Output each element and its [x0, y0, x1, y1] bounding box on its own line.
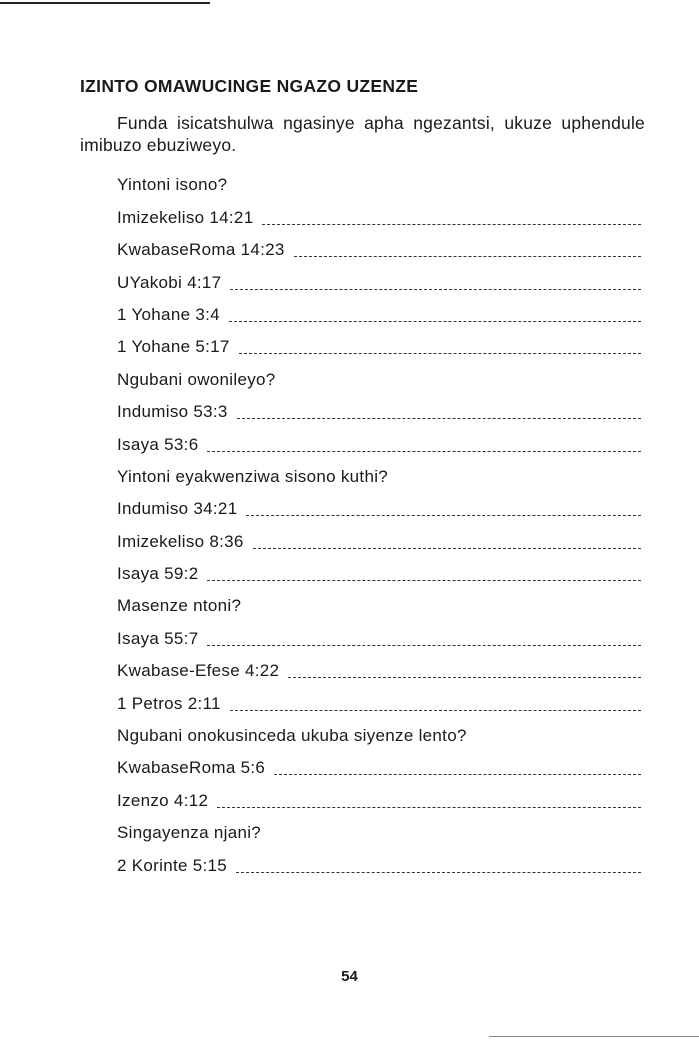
- scripture-reference: Isaya 59:2: [117, 564, 199, 584]
- scripture-reference: 1 Yohane 5:17: [117, 337, 230, 357]
- answer-blank-line[interactable]: [274, 774, 641, 775]
- reference-row: [117, 327, 645, 359]
- answer-blank-line[interactable]: [230, 289, 641, 290]
- scripture-reference: 1 Petros 2:11: [117, 693, 221, 713]
- reference-row: [117, 489, 645, 521]
- question-row: [117, 716, 645, 748]
- scripture-reference: Imizekeliso 14:21: [117, 207, 254, 227]
- scripture-reference: Kwabase-Efese 4:22: [117, 661, 280, 681]
- page-heading: IZINTO OMAWUCINGE NGAZO UZENZE: [80, 76, 419, 96]
- answer-blank-line[interactable]: [246, 515, 641, 516]
- reference-row: [117, 295, 645, 327]
- question-row: [117, 457, 645, 489]
- scripture-reference: Imizekeliso 8:36: [117, 531, 244, 551]
- scripture-reference: KwabaseRoma 5:6: [117, 758, 266, 778]
- question-text: Singayenza njani?: [117, 823, 262, 843]
- reference-row: [117, 521, 645, 553]
- answer-blank-line[interactable]: [207, 451, 641, 452]
- answer-blank-line[interactable]: [230, 710, 641, 711]
- bottom-rule: [489, 1036, 699, 1037]
- page-number: 54: [341, 968, 358, 985]
- question-text: Ngubani onokusinceda ukuba siyenze lento?: [117, 726, 467, 746]
- question-text: Yintoni isono?: [117, 175, 228, 195]
- scripture-reference: Indumiso 53:3: [117, 402, 228, 422]
- reference-row: [117, 683, 645, 715]
- reference-row: [117, 262, 645, 294]
- scripture-reference: Izenzo 4:12: [117, 790, 209, 810]
- reference-row: [117, 748, 645, 780]
- reference-row: [117, 845, 645, 877]
- question-text: Masenze ntoni?: [117, 596, 242, 616]
- reference-row: [117, 230, 645, 262]
- answer-blank-line[interactable]: [207, 645, 641, 646]
- reference-row: [117, 554, 645, 586]
- scripture-reference: Isaya 53:6: [117, 434, 199, 454]
- answer-blank-line[interactable]: [207, 580, 641, 581]
- question-list: [117, 165, 645, 878]
- question-row: [117, 359, 645, 391]
- answer-blank-line[interactable]: [253, 548, 641, 549]
- instructions-paragraph: Funda isicatshulwa ngasinye apha ngezantsi, ukuze uphendule imibuzo ebuziweyo.: [80, 113, 645, 155]
- scripture-reference: 1 Yohane 3:4: [117, 304, 220, 324]
- question-text: Yintoni eyakwenziwa sisono kuthi?: [117, 466, 389, 486]
- reference-row: [117, 618, 645, 650]
- scripture-reference: Indumiso 34:21: [117, 499, 238, 519]
- answer-blank-line[interactable]: [236, 872, 641, 873]
- answer-blank-line[interactable]: [237, 418, 641, 419]
- reference-row: [117, 197, 645, 229]
- answer-blank-line[interactable]: [294, 256, 641, 257]
- question-row: [117, 586, 645, 618]
- reference-row: [117, 780, 645, 812]
- question-text: Ngubani owonileyo?: [117, 369, 276, 389]
- question-row: [117, 165, 645, 197]
- answer-blank-line[interactable]: [239, 353, 641, 354]
- scripture-reference: UYakobi 4:17: [117, 272, 222, 292]
- reference-row: [117, 392, 645, 424]
- scripture-reference: KwabaseRoma 14:23: [117, 240, 285, 260]
- scripture-reference: 2 Korinte 5:15: [117, 855, 228, 875]
- answer-blank-line[interactable]: [262, 224, 641, 225]
- reference-row: [117, 651, 645, 683]
- answer-blank-line[interactable]: [229, 321, 641, 322]
- top-rule: [0, 2, 210, 4]
- scripture-reference: Isaya 55:7: [117, 628, 199, 648]
- reference-row: [117, 424, 645, 456]
- answer-blank-line[interactable]: [217, 807, 641, 808]
- question-row: [117, 813, 645, 845]
- answer-blank-line[interactable]: [288, 677, 641, 678]
